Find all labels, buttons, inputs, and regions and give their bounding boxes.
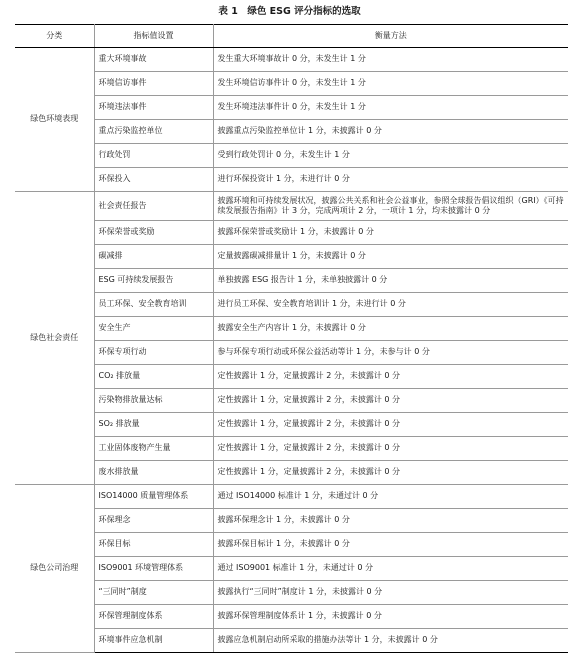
table-row xyxy=(15,72,568,96)
indicator-cell: ESG 可持续发展报告 xyxy=(94,269,213,293)
category-cell: 绿色社会责任 xyxy=(15,192,94,485)
indicator-cell: 污染物排放量达标 xyxy=(94,389,213,413)
indicator-cell: 碳减排 xyxy=(94,245,213,269)
header-measure: 衡量方法 xyxy=(213,25,568,48)
table-header-row xyxy=(15,25,568,48)
measure-cell: 通过 ISO14000 标准计 1 分，未通过计 0 分 xyxy=(213,485,568,509)
table-row xyxy=(15,389,568,413)
table-row xyxy=(15,461,568,485)
table-row xyxy=(15,437,568,461)
measure-cell: 披露环境和可持续发展状况，披露公共关系和社会公益事业，参照全球报告倡议组织（GRI）《可持续发展报告指南》计 3 分，完成两项计 2 分，一项计 1 分，均未披露计 0 分 xyxy=(213,192,568,221)
category-cell: 绿色公司治理 xyxy=(15,485,94,653)
indicator-cell: ISO9001 环境管理体系 xyxy=(94,557,213,581)
indicator-cell: 行政处罚 xyxy=(94,144,213,168)
indicator-cell: 工业固体废物产生量 xyxy=(94,437,213,461)
esg-indicator-table xyxy=(15,24,568,653)
indicator-cell: 环保投入 xyxy=(94,168,213,192)
indicator-cell: 废水排放量 xyxy=(94,461,213,485)
category-cell: 绿色环境表现 xyxy=(15,48,94,192)
measure-cell: 披露重点污染监控单位计 1 分，未披露计 0 分 xyxy=(213,120,568,144)
table-row xyxy=(15,605,568,629)
indicator-cell: 安全生产 xyxy=(94,317,213,341)
indicator-cell: 环保荣誉或奖励 xyxy=(94,221,213,245)
indicator-cell: 环保管理制度体系 xyxy=(94,605,213,629)
table-row xyxy=(15,533,568,557)
measure-cell: 参与环保专项行动或环保公益活动等计 1 分，未参与计 0 分 xyxy=(213,341,568,365)
table-row xyxy=(15,245,568,269)
indicator-cell: 环境违法事件 xyxy=(94,96,213,120)
header-indicator: 指标值设置 xyxy=(94,25,213,48)
table-row xyxy=(15,168,568,192)
table-caption: 表 1 绿色 ESG 评分指标的选取 xyxy=(218,6,361,17)
measure-cell: 发生重大环境事故计 0 分，未发生计 1 分 xyxy=(213,48,568,72)
table-row xyxy=(15,221,568,245)
table-row xyxy=(15,413,568,437)
measure-cell: 通过 ISO9001 标准计 1 分，未通过计 0 分 xyxy=(213,557,568,581)
measure-cell: 发生环境违法事件计 0 分，未发生计 1 分 xyxy=(213,96,568,120)
indicator-cell: 重大环境事故 xyxy=(94,48,213,72)
table-row xyxy=(15,557,568,581)
indicator-cell: 环保目标 xyxy=(94,533,213,557)
measure-cell: 披露安全生产内容计 1 分，未披露计 0 分 xyxy=(213,317,568,341)
indicator-cell: SO₂ 排放量 xyxy=(94,413,213,437)
table-row xyxy=(15,269,568,293)
measure-cell: 披露应急机制启动所采取的措施办法等计 1 分，未披露计 0 分 xyxy=(213,629,568,653)
header-category: 分类 xyxy=(15,25,94,48)
table-row xyxy=(15,509,568,533)
indicator-cell: 环境信访事件 xyxy=(94,72,213,96)
measure-cell: 受到行政处罚计 0 分，未发生计 1 分 xyxy=(213,144,568,168)
table-row xyxy=(15,96,568,120)
indicator-cell: “三同时”制度 xyxy=(94,581,213,605)
indicator-cell: CO₂ 排放量 xyxy=(94,365,213,389)
measure-cell: 定量披露碳减排量计 1 分，未披露计 0 分 xyxy=(213,245,568,269)
indicator-cell: 环保理念 xyxy=(94,509,213,533)
measure-cell: 披露执行“三同时”制度计 1 分，未披露计 0 分 xyxy=(213,581,568,605)
table-row xyxy=(15,581,568,605)
measure-cell: 定性披露计 1 分，定量披露计 2 分，未披露计 0 分 xyxy=(213,413,568,437)
indicator-cell: 社会责任报告 xyxy=(94,192,213,221)
measure-cell: 披露环保理念计 1 分，未披露计 0 分 xyxy=(213,509,568,533)
table-row xyxy=(15,120,568,144)
table-body xyxy=(15,48,568,653)
table-row xyxy=(15,144,568,168)
table-row xyxy=(15,293,568,317)
measure-cell: 披露环保荣誉或奖励计 1 分，未披露计 0 分 xyxy=(213,221,568,245)
table-row xyxy=(15,317,568,341)
indicator-cell: 重点污染监控单位 xyxy=(94,120,213,144)
measure-cell: 定性披露计 1 分，定量披露计 2 分，未披露计 0 分 xyxy=(213,389,568,413)
table-row xyxy=(15,629,568,653)
table-row xyxy=(15,192,568,221)
indicator-cell: 员工环保、安全教育培训 xyxy=(94,293,213,317)
measure-cell: 定性披露计 1 分，定量披露计 2 分，未披露计 0 分 xyxy=(213,437,568,461)
table-row xyxy=(15,365,568,389)
table-row xyxy=(15,341,568,365)
table-row xyxy=(15,485,568,509)
measure-cell: 进行员工环保、安全教育培训计 1 分，未进行计 0 分 xyxy=(213,293,568,317)
measure-cell: 发生环境信访事件计 0 分，未发生计 1 分 xyxy=(213,72,568,96)
measure-cell: 披露环保管理制度体系计 1 分，未披露计 0 分 xyxy=(213,605,568,629)
measure-cell: 单独披露 ESG 报告计 1 分，未单独披露计 0 分 xyxy=(213,269,568,293)
measure-cell: 进行环保投资计 1 分，未进行计 0 分 xyxy=(213,168,568,192)
indicator-cell: 环境事件应急机制 xyxy=(94,629,213,653)
measure-cell: 定性披露计 1 分，定量披露计 2 分，未披露计 0 分 xyxy=(213,365,568,389)
measure-cell: 定性披露计 1 分，定量披露计 2 分，未披露计 0 分 xyxy=(213,461,568,485)
measure-cell: 披露环保目标计 1 分，未披露计 0 分 xyxy=(213,533,568,557)
indicator-cell: ISO14000 质量管理体系 xyxy=(94,485,213,509)
indicator-cell: 环保专项行动 xyxy=(94,341,213,365)
table-row xyxy=(15,48,568,72)
